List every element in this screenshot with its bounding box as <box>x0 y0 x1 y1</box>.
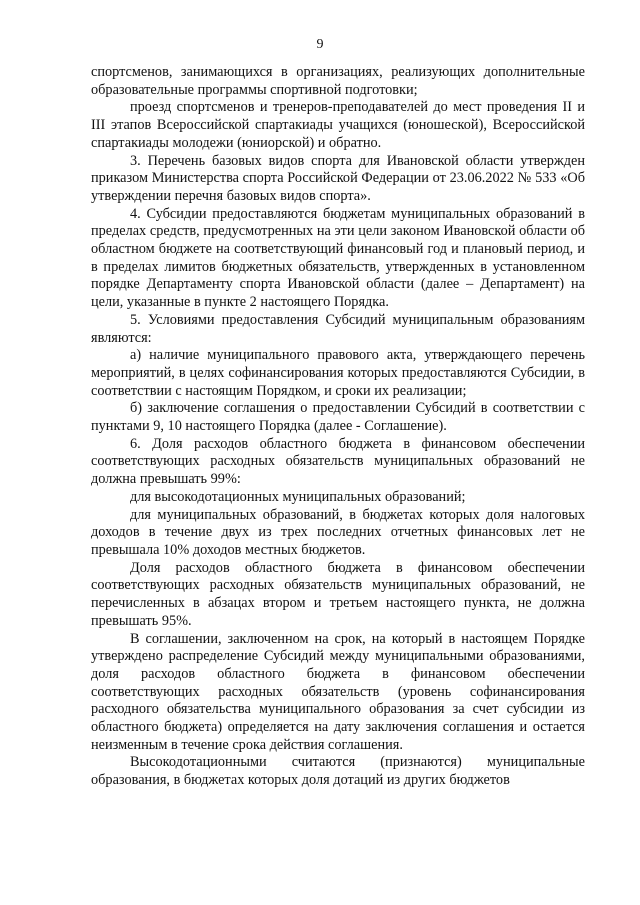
paragraph-item-4: 4. Субсидии предоставляются бюджетам муниципальных образований в пределах средств, предусмотренных на эти цели законом Ивановской области об областном бюджете на соответствующий финансовый год и плановый период, и в пределах лимитов бюджетных обязательств, утвержденных в установленном порядке Департаменту спорта Ивановской области (далее – Департамент) на цели, указанные в пункте 2 настоящего Порядка. <box>91 205 585 311</box>
paragraph-continuation: спортсменов, занимающихся в организациях, реализующих дополнительные образовательные программы спортивной подготовки; <box>91 64 585 98</box>
document-body <box>91 64 585 790</box>
paragraph-share-95: Доля расходов областного бюджета в финансовом обеспечении соответствующих расходных обязательств муниципальных образований, не перечисленных в абзацах втором и третьем настоящего пункта, не должна превышать 95%. <box>91 559 585 629</box>
page-number: 9 <box>316 37 324 52</box>
paragraph-tax-income: для муниципальных образований, в бюджетах которых доля налоговых доходов в течение двух из трех последних отчетных финансовых лет не превышала 10% доходов местных бюджетов. <box>91 506 585 558</box>
paragraph-agreement: В соглашении, заключенном на срок, на который в настоящем Порядке утверждено распределение Субсидий между муниципальными образованиями, доля расходов областного бюджета в финансовом обеспечении соответствующих расходных обязательств (уровень софинансирования расходного обязательства муниципального образования за счет субсидии из областного бюджета) определяется на дату заключения соглашения и остается неизменным в течение срока действия соглашения. <box>91 630 585 753</box>
paragraph-item-3: 3. Перечень базовых видов спорта для Ивановской области утвержден приказом Министерства спорта Российской Федерации от 23.06.2022 № 533 «Об утверждении перечня базовых видов спорта». <box>91 152 585 204</box>
paragraph-item-5: 5. Условиями предоставления Субсидий муниципальным образованиям являются: <box>91 311 585 346</box>
paragraph-high-subsidy: для высокодотационных муниципальных образований; <box>130 488 466 505</box>
paragraph-item-5a: а) наличие муниципального правового акта, утверждающего перечень мероприятий, в целях софинансирования которых предоставляются Субсидии, в соответствии с настоящим Порядком, и сроки их реализации; <box>91 347 585 399</box>
paragraph-high-subsidy-definition: Высокодотационными считаются (признаются) муниципальные образования, в бюджетах которых доля дотаций из других бюджетов <box>91 754 585 789</box>
paragraph-item-6: 6. Доля расходов областного бюджета в финансовом обеспечении соответствующих расходных обязательств муниципальных образований не должна превышать 99%: <box>91 435 585 488</box>
paragraph-item-5b: б) заключение соглашения о предоставлении Субсидий в соответствии с пунктами 9, 10 настоящего Порядка (далее - Соглашение). <box>91 400 585 435</box>
paragraph-travel-expenses: проезд спортсменов и тренеров-преподавателей до мест проведения II и III этапов Всероссийской спартакиады учащихся (юношеской), Всероссийской спартакиады молодежи (юниорской) и обратно. <box>91 99 585 151</box>
